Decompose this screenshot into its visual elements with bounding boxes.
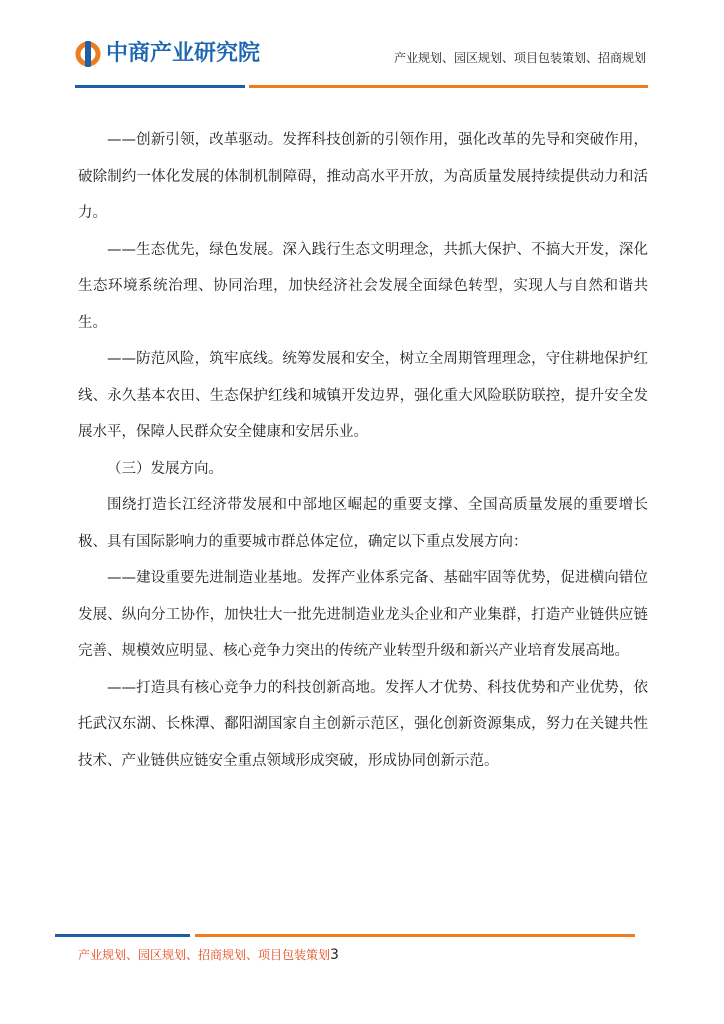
paragraph: ——打造具有核心竞争力的科技创新高地。发挥人才优势、科技优势和产业优势，依托武汉东湖、长株潭、鄱阳湖国家自主创新示范区，强化创新资源集成，努力在关键共性技术、产业链供应链安全重点领域形成突破，形成协同创新示范。 [78, 679, 648, 769]
company-logo [74, 40, 260, 68]
page-number: 3 [330, 947, 339, 963]
chinese-logo-icon [74, 40, 102, 68]
paragraph: ——建设重要先进制造业基地。发挥产业体系完备、基础牢固等优势，促进横向错位发展、纵向分工协作，加快壮大一批先进制造业龙头企业和产业集群，打造产业链供应链完善、规模效应明显、核心竞争力突出的传统产业转型升级和新兴产业培育发展高地。 [78, 570, 648, 659]
header-tagline: 产业规划、园区规划、项目包装策划、招商规划 [393, 51, 646, 65]
page-header [0, 0, 724, 100]
paragraph: ——创新引领，改革驱动。发挥科技创新的引领作用，强化改革的先导和突破作用，破除制约一体化发展的体制机制障碍，推动高水平开放，为高质量发展持续提供动力和活力。 [78, 132, 648, 221]
logo-text: 中商产业研究院 [106, 41, 261, 66]
paragraph: ——防范风险，筑牢底线。统筹发展和安全，树立全周期管理理念，守住耕地保护红线、永久基本农田、生态保护红线和城镇开发边界，强化重大风险联防联控，提升安全发展水平，保障人民群众安全健康和安居乐业。 [78, 351, 648, 440]
section-heading: （三）发展方向。 [107, 460, 223, 477]
header-divider-blue [75, 85, 245, 88]
paragraph: ——生态优先，绿色发展。深入践行生态文明理念，共抓大保护、不搞大开发，深化生态环境系统治理、协同治理，加快经济社会发展全面绿色转型，实现人与自然和谐共生。 [78, 241, 648, 331]
footer-divider-blue [55, 934, 190, 937]
paragraph: 围绕打造长江经济带发展和中部地区崛起的重要支撑、全国高质量发展的重要增长极、具有国际影响力的重要城市群总体定位，确定以下重点发展方向： [78, 497, 648, 550]
header-divider-orange [249, 85, 648, 88]
page-footer [78, 947, 339, 963]
footer-text: 产业规划、园区规划、招商规划、项目包装策划 [78, 948, 331, 962]
document-body [78, 122, 648, 779]
footer-divider-orange [195, 934, 635, 937]
